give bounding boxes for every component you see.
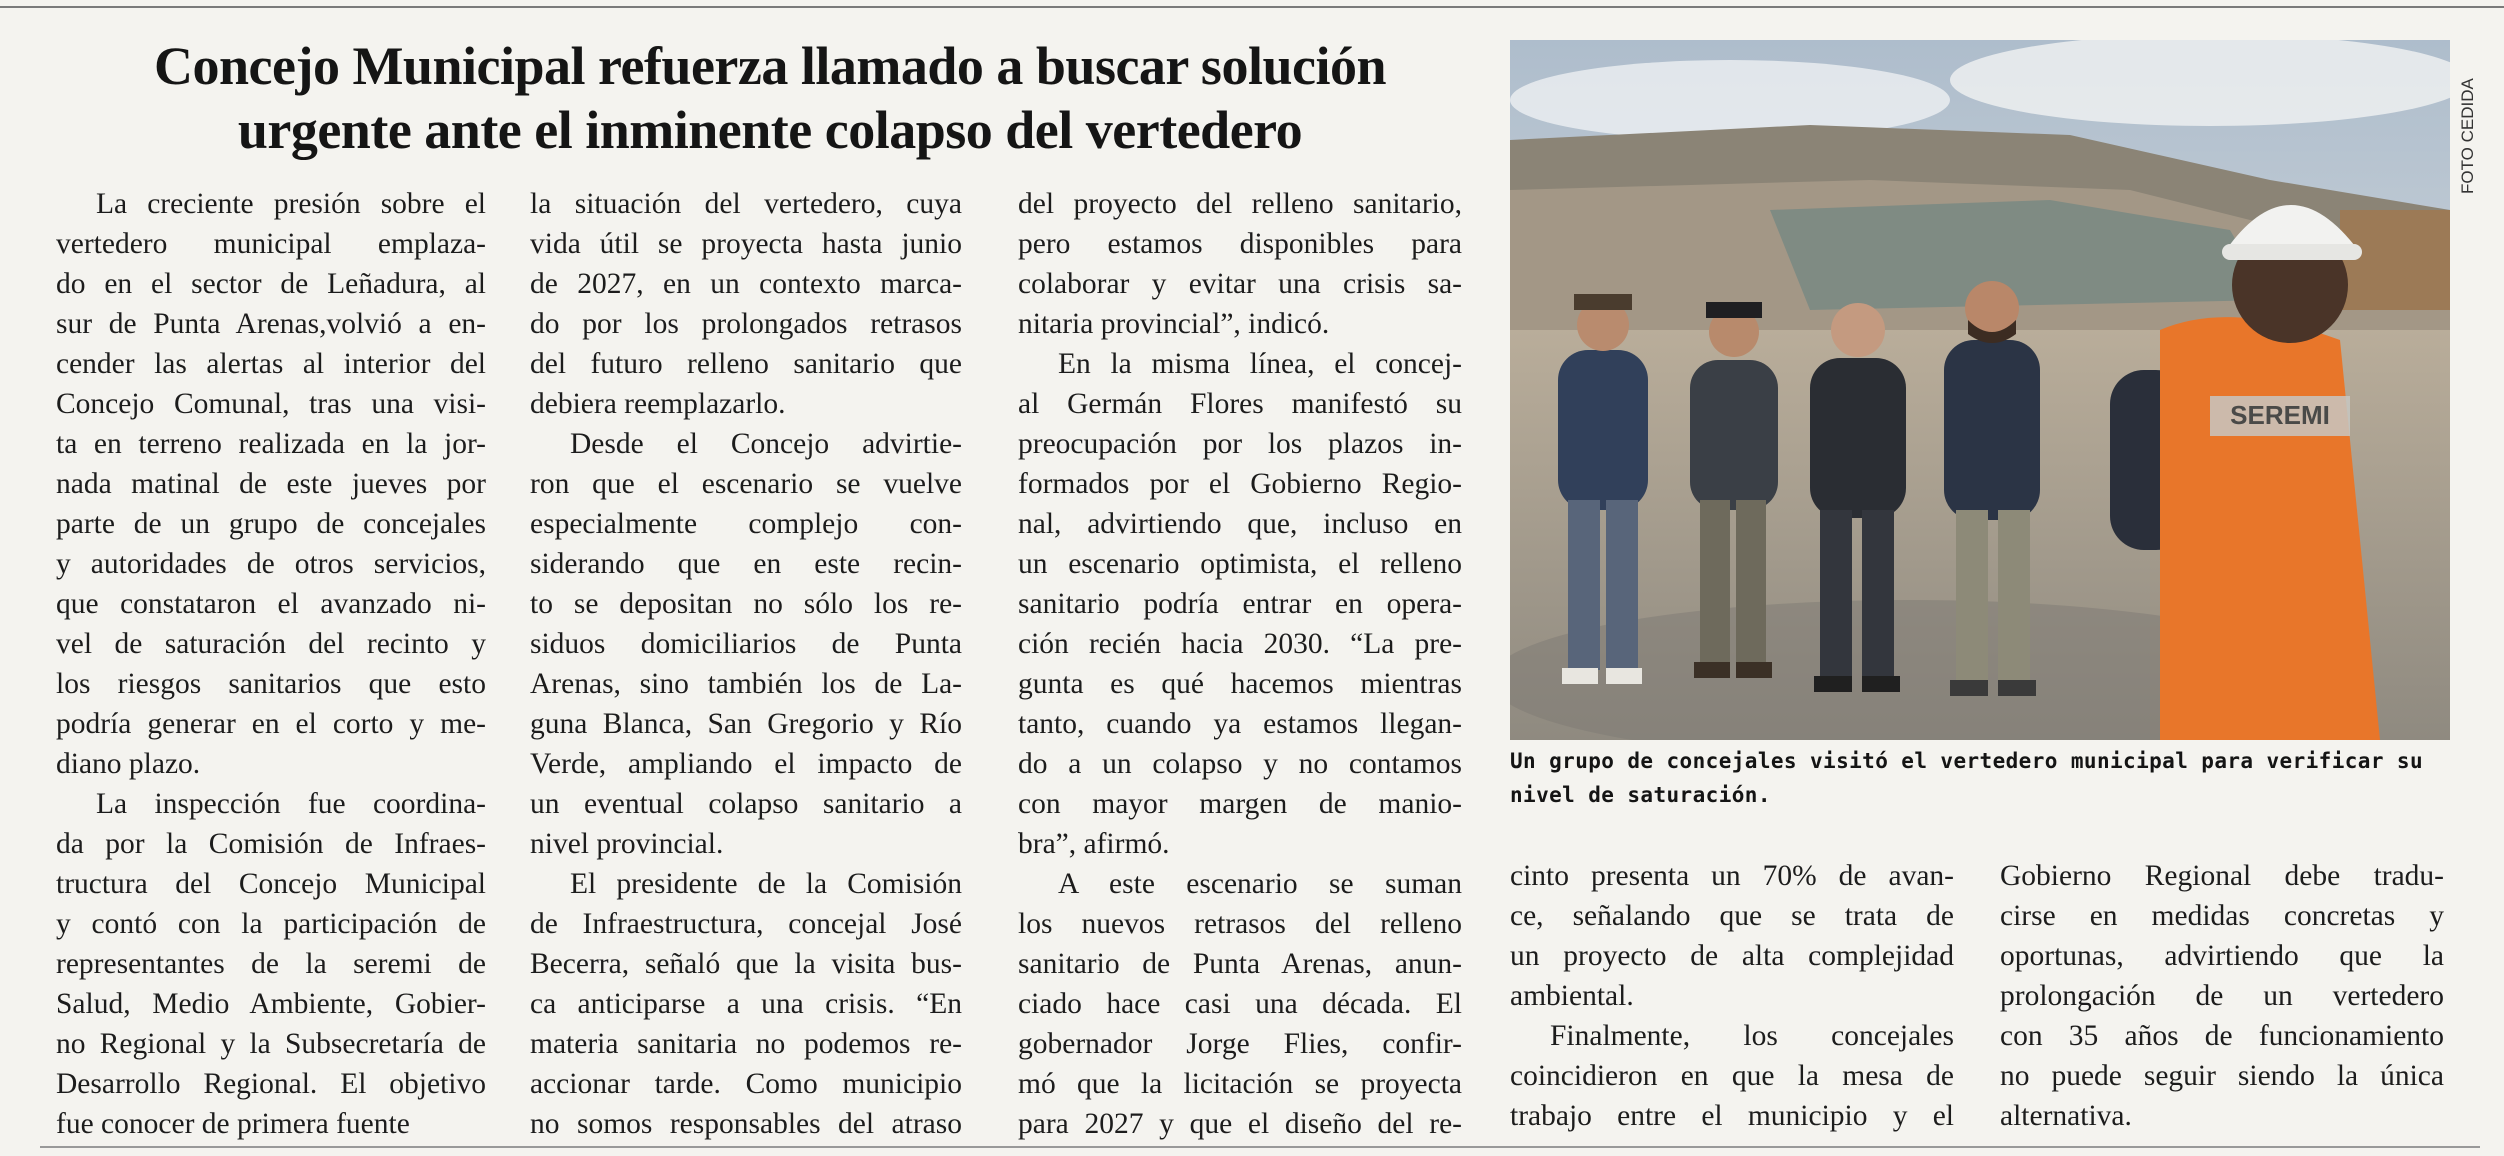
article-line: alternativa.	[2000, 1100, 2132, 1132]
photo-credit: FOTO CEDIDA	[2458, 78, 2477, 194]
article-line: un proyecto de alta complejidad	[1510, 940, 1954, 972]
article-line: que constataron el avanzado ni-	[56, 588, 486, 620]
article-line: con mayor margen de manio-	[1018, 788, 1462, 820]
article-line: nivel provincial.	[530, 828, 724, 860]
article-line: un eventual colapso sanitario a	[530, 788, 962, 820]
article-line: La inspección fue coordina-	[96, 788, 486, 820]
article-line: los riesgos sanitarios que esto	[56, 668, 486, 700]
article-line: especialmente complejo con-	[530, 508, 962, 540]
article-line: cender las alertas al interior del	[56, 348, 486, 380]
article-line: los nuevos retrasos del relleno	[1018, 908, 1462, 940]
article-line: preocupación por los plazos in-	[1018, 428, 1462, 460]
article-line: parte de un grupo de concejales	[56, 508, 486, 540]
article-line: de Infraestructura, concejal José	[530, 908, 962, 940]
article-line: no puede seguir siendo la única	[2000, 1060, 2444, 1092]
photo-caption	[1510, 744, 2490, 812]
article-line: sanitario de Punta Arenas, anun-	[1018, 948, 1462, 980]
article-line: debiera reemplazarlo.	[530, 388, 786, 420]
article-column-5	[2000, 856, 2444, 1136]
article-line: tructura del Concejo Municipal	[56, 868, 486, 900]
article-line: de 2027, en un contexto marca-	[530, 268, 962, 300]
article-line: sur de Punta Arenas,volvió a en-	[56, 308, 486, 340]
article-line: coincidieron en que la mesa de	[1510, 1060, 1954, 1092]
article-line: colaborar y evitar una crisis sa-	[1018, 268, 1462, 300]
article-line: Becerra, señaló que la visita bus-	[530, 948, 962, 980]
article-line: ca anticiparse a una crisis. “En	[530, 988, 962, 1020]
article-line: tanto, cuando ya estamos llegan-	[1018, 708, 1462, 740]
article-line: Desde el Concejo advirtie-	[570, 428, 962, 460]
article-line: ce, señalando que se trata de	[1510, 900, 1954, 932]
article-line: oportunas, advirtiendo que la	[2000, 940, 2444, 972]
article-column-1	[56, 184, 486, 1144]
article-line: vida útil se proyecta hasta junio	[530, 228, 962, 260]
article-line: nitaria provincial”, indicó.	[1018, 308, 1330, 340]
article-line: prolongación de un vertedero	[2000, 980, 2444, 1012]
article-line: y autoridades de otros servicios,	[56, 548, 486, 580]
article-line: siduos domiciliarios de Punta	[530, 628, 962, 660]
article-line: El presidente de la Comisión	[570, 868, 962, 900]
article-line: con 35 años de funcionamiento	[2000, 1020, 2444, 1052]
article-line: sanitario podría entrar en opera-	[1018, 588, 1462, 620]
article-line: podría generar en el corto y me-	[56, 708, 486, 740]
article-line: fue conocer de primera fuente	[56, 1108, 410, 1140]
article-line: da por la Comisión de Infraes-	[56, 828, 486, 860]
headline	[40, 34, 1500, 162]
article-line: La creciente presión sobre el	[96, 188, 486, 220]
article-line: Salud, Medio Ambiente, Gobier-	[56, 988, 486, 1020]
article-line: representantes de la seremi de	[56, 948, 486, 980]
article-line: la situación del vertedero, cuya	[530, 188, 962, 220]
article-line: materia sanitaria no podemos re-	[530, 1028, 962, 1060]
article-line: bra”, afirmó.	[1018, 828, 1170, 860]
article-column-4	[1510, 856, 1954, 1136]
article-line: gobernador Jorge Flies, confir-	[1018, 1028, 1462, 1060]
top-rule	[0, 6, 2504, 8]
article-line: do por los prolongados retrasos	[530, 308, 962, 340]
article-photo	[1510, 40, 2450, 740]
article-line: formados por el Gobierno Regio-	[1018, 468, 1462, 500]
article-line: accionar tarde. Como municipio	[530, 1068, 962, 1100]
article-column-3	[1018, 184, 1462, 1144]
article-line: Verde, ampliando el impacto de	[530, 748, 962, 780]
article-line: Concejo Comunal, tras una visi-	[56, 388, 486, 420]
article-line: to se depositan no sólo los re-	[530, 588, 962, 620]
article-line: y contó con la participación de	[56, 908, 486, 940]
article-line: guna Blanca, San Gregorio y Río	[530, 708, 962, 740]
article-line: do en el sector de Leñadura, al	[56, 268, 486, 300]
article-line: del futuro relleno sanitario que	[530, 348, 962, 380]
headline-line: urgente ante el inminente colapso del vertedero	[237, 100, 1303, 160]
article-line: En la misma línea, el concej-	[1058, 348, 1462, 380]
bottom-rule	[40, 1146, 2480, 1148]
article-line: Finalmente, los concejales	[1550, 1020, 1954, 1052]
article-line: ambiental.	[1510, 980, 1634, 1012]
article-line: ción recién hacia 2030. “La pre-	[1018, 628, 1462, 660]
article-line: ron que el escenario se vuelve	[530, 468, 962, 500]
article-column-2	[530, 184, 962, 1144]
article-line: vertedero municipal emplaza-	[56, 228, 486, 260]
article-line: Arenas, sino también los de La-	[530, 668, 962, 700]
vest-text: SEREMI	[2230, 400, 2330, 430]
article-line: ciado hace casi una década. El	[1018, 988, 1462, 1020]
article-line: Desarrollo Regional. El objetivo	[56, 1068, 486, 1100]
article-line: para 2027 y que el diseño del re-	[1018, 1108, 1462, 1140]
article-line: vel de saturación del recinto y	[56, 628, 486, 660]
article-line: nada matinal de este jueves por	[56, 468, 486, 500]
article-line: no Regional y la Subsecretaría de	[56, 1028, 486, 1060]
article-line: nal, advirtiendo que, incluso en	[1018, 508, 1462, 540]
headline-line: Concejo Municipal refuerza llamado a buscar solución	[154, 36, 1386, 96]
article-line: cinto presenta un 70% de avan-	[1510, 860, 1954, 892]
article-line: del proyecto del relleno sanitario,	[1018, 188, 1462, 220]
article-line: gunta es qué hacemos mientras	[1018, 668, 1462, 700]
article-line: trabajo entre el municipio y el	[1510, 1100, 1954, 1132]
article-line: mó que la licitación se proyecta	[1018, 1068, 1462, 1100]
article-line: Gobierno Regional debe tradu-	[2000, 860, 2444, 892]
caption-line: Un grupo de concejales visitó el vertedero municipal para verificar su	[1510, 749, 2424, 773]
article-line: pero estamos disponibles para	[1018, 228, 1462, 260]
article-line: no somos responsables del atraso	[530, 1108, 962, 1140]
article-line: do a un colapso y no contamos	[1018, 748, 1462, 780]
article-line: diano plazo.	[56, 748, 201, 780]
article-line: al Germán Flores manifestó su	[1018, 388, 1462, 420]
article-line: A este escenario se suman	[1058, 868, 1462, 900]
article-line: un escenario optimista, el relleno	[1018, 548, 1462, 580]
caption-line: nivel de saturación.	[1510, 783, 1771, 807]
article-line: cirse en medidas concretas y	[2000, 900, 2444, 932]
article-line: siderando que en este recin-	[530, 548, 962, 580]
article-line: ta en terreno realizada en la jor-	[56, 428, 486, 460]
